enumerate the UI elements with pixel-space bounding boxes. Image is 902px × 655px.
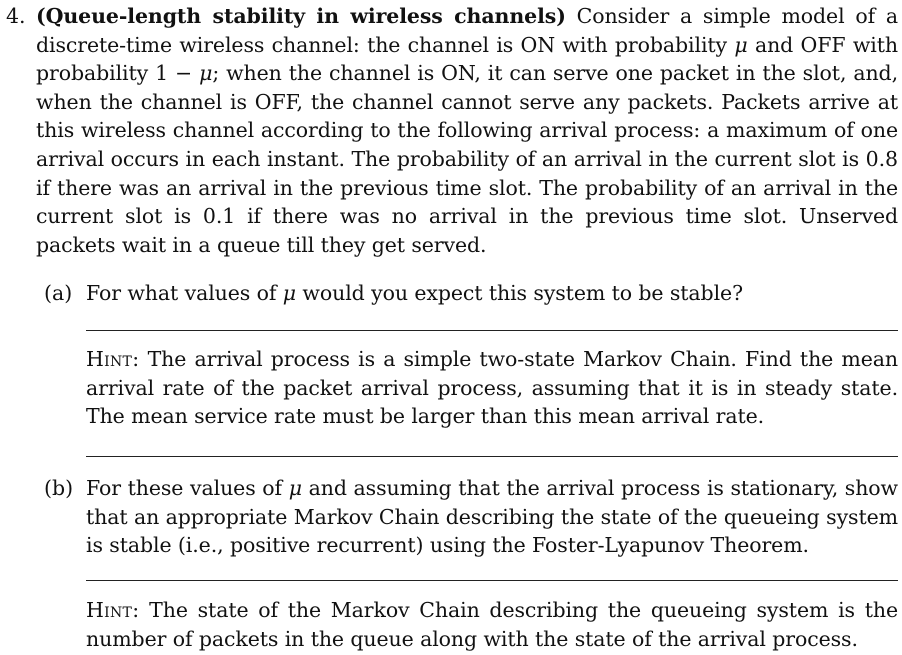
problem-intro-2: and OFF with probability 1 − (36, 32, 898, 86)
hint-divider-top (86, 330, 898, 331)
part-b-hint-text: The state of the Markov Chain describing the queueing system is the number of packets in the queue along with the state of the arrival process. (86, 598, 898, 651)
part-b-hint (86, 596, 898, 653)
part-a-question (86, 279, 898, 308)
hint-divider-bottom (86, 456, 898, 457)
problem-intro-3: ; when the channel is ON, it can serve one packet in the slot, and, when the channel is OFF, the channel cannot serve any packets. Packets arrive at this wireless channel according to the following arrival process: a maximum of one arrival occurs in each instant. The probability of an arrival in the current slot is 0.8 if there was an arrival in the previous time slot. The probability of an arrival in the current slot is 0.1 if there was no arrival in the previous time slot. Unserved packets wait in a queue till they get served. (36, 61, 898, 257)
mu-symbol: μ (199, 61, 213, 86)
problem-number: 4. (6, 4, 26, 28)
mu-symbol: μ (734, 32, 748, 57)
problem-intro-1: Consider a simple model of a discrete-time wireless channel: the channel is ON with probability (36, 4, 898, 57)
part-a-hint-text: The arrival process is a simple two-state Markov Chain. Find the mean arrival rate of the packet arrival process, assuming that it is in steady state. The mean service rate must be larger than this mean arrival rate. (86, 347, 898, 429)
part-a-text-2: would you expect this system to be stable? (296, 281, 743, 305)
hint-label: Hint: (86, 347, 140, 371)
part-a-text-1: For what values of (86, 281, 283, 305)
part-b-label: (b) (44, 476, 74, 500)
hint-label: Hint: (86, 598, 140, 622)
mu-symbol: μ (282, 281, 296, 305)
problem-statement (36, 2, 898, 259)
hint-divider-top (86, 580, 898, 581)
part-a-label: (a) (44, 281, 73, 305)
problem-title: (Queue-length stability in wireless channels) (36, 4, 566, 28)
part-b-question (86, 474, 898, 560)
mu-symbol: μ (288, 476, 302, 500)
part-b-text-1: For these values of (86, 476, 289, 500)
part-a-hint (86, 345, 898, 431)
part-b-text-2: and assuming that the arrival process is stationary, show that an appropriate Markov Chain describing the state of the queueing system is stable (i.e., positive recurrent) using the Foster-Lyapunov Theorem. (86, 476, 898, 558)
